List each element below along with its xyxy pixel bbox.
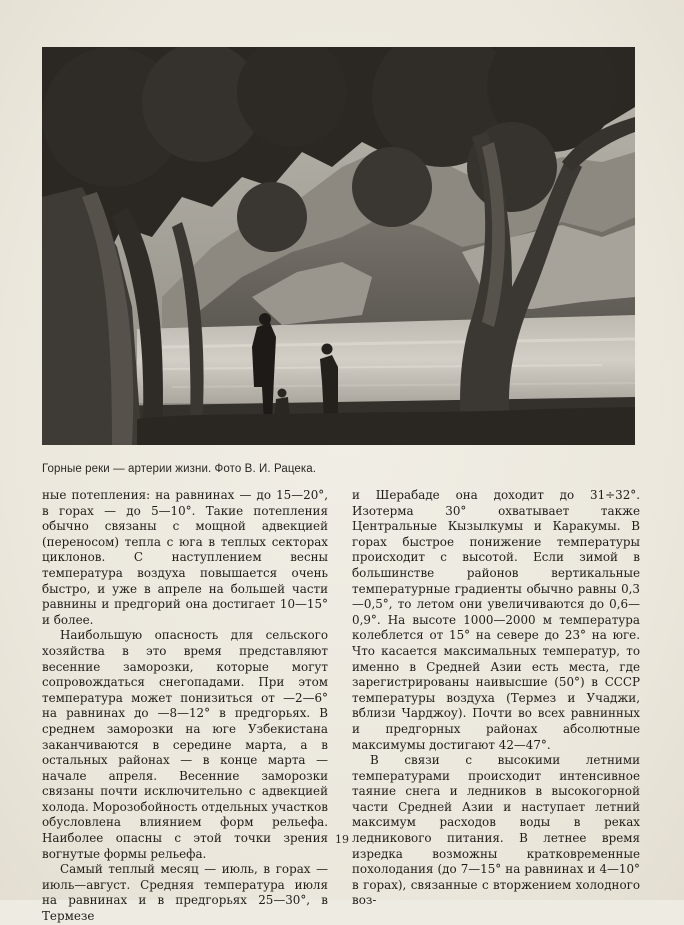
paragraph: и Шерабаде она доходит до 31÷32°. Изотерма 30° охватывает также Центральные Кызылкумы и Каракумы. В горах быстрое понижение температуры происходит с высотой. Если зимой в большинстве районов вертикальные температурные градиенты обычно равны 0,3—0,5°, то летом они увеличиваются до 0,6—0,9°. На высоте 1000—2000 м температура колеблется от 15° на севере до 23° на юге. Что касается максимальных температур, то именно в Средней Азии есть места, где зарегистрированы наивысшие (50°) в СССР температуры воздуха (Термез и Учаджи, вблизи Чарджоу). Почти во всех равнинных и предгорных районах абсолютные максимумы достигают 42—47°. <box>352 488 640 752</box>
photo-caption: Горные реки — артерии жизни. Фото В. И. Рацека. <box>42 463 317 475</box>
river-photo-illustration <box>42 47 635 445</box>
page-number: 19 <box>335 833 349 846</box>
river-photograph <box>42 47 635 445</box>
paragraph: В связи с высокими летними температурами происходит интенсивное таяние снега и ледников в высокогорной части Средней Азии и наступает летний максимум расходов воды в реках ледникового питания. В летнее время изредка возможны кратковременные похолодания (до 7—15° на равнинах и 4—10° в горах), связанные с вторжением холодного воз- <box>352 753 640 908</box>
paragraph: Самый теплый месяц — июль, в горах — июль—август. Средняя температура июля на равнинах и в предгорьях 25—30°, в Термезе <box>42 862 328 924</box>
paragraph: Наибольшую опасность для сельского хозяйства в это время представляют весенние заморозки, которые могут сопровождаться снегопадами. При этом температура может понизиться от —2—6° на равнинах до —8—12° в предгорьях. В среднем заморозки на юге Узбекистана заканчиваются в середине марта, а в остальных районах — в конце марта — начале апреля. Весенние заморозки связаны почти исключительно с адвекцией холода. Морозобойность отдельных участков обусловлена влиянием форм рельефа. Наиболее опасны с этой точки зрения вогнутые формы рельефа. <box>42 628 328 861</box>
paragraph: ные потепления: на равнинах — до 15—20°, в горах — до 5—10°. Такие потепления обычно связаны с мощной адвекцией (переносом) тепла с юга в теплых секторах циклонов. С наступлением весны температура воздуха повышается очень быстро, и уже в апреле на большей части равнины и предгорий она достигает 10—15° и более. <box>42 488 328 627</box>
text-column-left <box>42 488 328 925</box>
